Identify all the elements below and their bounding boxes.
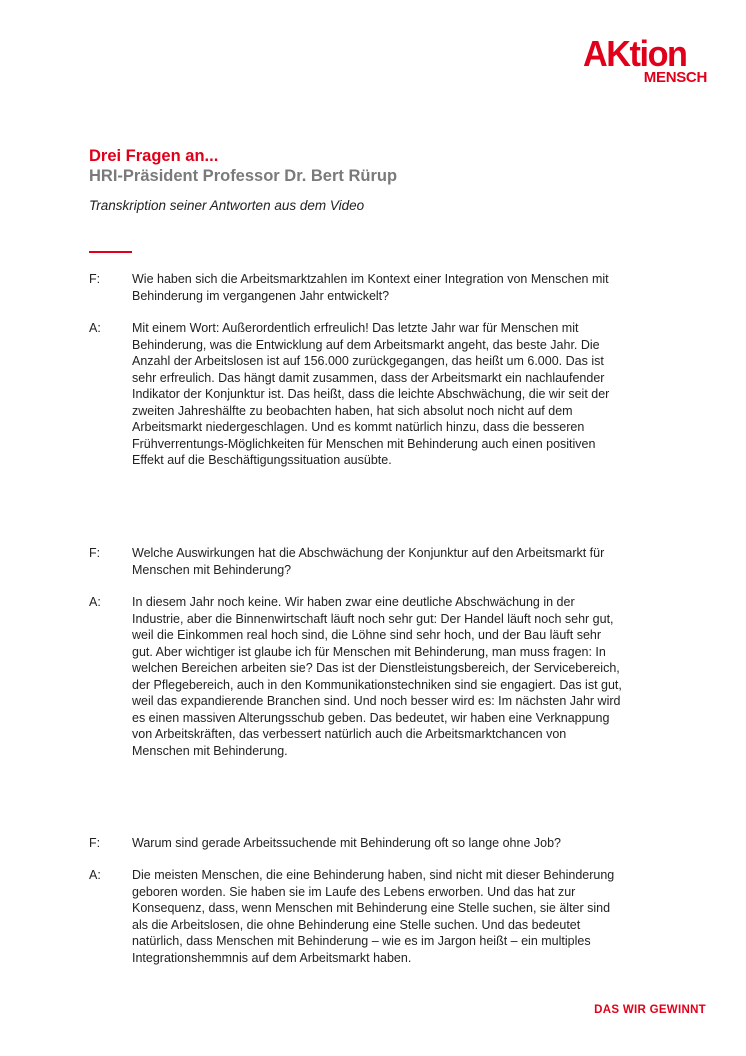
page-subtitle: HRI-Präsident Professor Dr. Bert Rürup	[89, 167, 398, 185]
question-label: F:	[89, 546, 101, 560]
question-text: Warum sind gerade Arbeitssuchende mit Behinderung oft so lange ohne Job?	[132, 836, 561, 850]
answer-label: A:	[89, 868, 101, 882]
page-title: Drei Fragen an...	[89, 147, 219, 165]
answer-1	[89, 320, 649, 469]
question-3	[89, 835, 649, 852]
logo-wordmark-bottom: MENSCH	[643, 69, 707, 86]
question-label: F:	[89, 836, 101, 850]
question-2	[89, 545, 649, 578]
footer-slogan: DAS WIR GEWINNT	[594, 1004, 706, 1016]
logo-wordmark-top: AKtion	[583, 33, 687, 74]
aktion-mensch-logo	[583, 33, 713, 92]
answer-text: Mit einem Wort: Außerordentlich erfreulich! Das letzte Jahr war für Menschen mit Behinderung, was die Entwicklung auf dem Arbeitsmarkt angeht, das beste Jahr. Die Anzahl der Arbeitslosen ist auf 156.000 zurückgegangen, das heißt um 6.000. Das ist sehr erfreulich. Das hängt damit zusammen, dass der Arbeitsmarkt ein nachlaufender Indikator der Konjunktur ist. Das heißt, dass die leichte Abschwächung, die wir seit der zweiten Jahreshälfte zu beobachten haben, hat sich absolut noch nicht auf dem Arbeitsmarkt niedergeschlagen. Und es kommt natürlich hinzu, dass die besseren Frühverrentungs-Möglichkeiten für Menschen mit Behinderung auch einen positiven Effekt auf die Beschäftigungssituation ausübte.	[132, 321, 610, 467]
red-divider	[89, 251, 132, 253]
answer-text: In diesem Jahr noch keine. Wir haben zwar eine deutliche Abschwächung in der Industrie, aber die Binnenwirtschaft läuft noch sehr gut: Der Handel läuft noch sehr gut, weil die Einkommen real hoch sind, die Löhne sind sehr hoch, und der Bau läuft sehr gut. Aber wichtiger ist glaube ich für Menschen mit Behinderung, man muss fragen: In welchen Bereichen arbeiten sie? Das ist der Dienstleistungsbereich, der Servicebereich, der Pflegebereich, auch in den Kommunikationstechniken sind sie engagiert. Das ist gut, weil das expandierende Branchen sind. Und noch besser wird es: Im nächsten Jahr wird es einen massiven Alterungsschub geben. Das bedeutet, wir haben eine Verknappung von Arbeitskräften, das verbessert natürlich auch die Arbeitsmarktchancen von Menschen mit Behinderung.	[132, 595, 622, 758]
answer-2	[89, 594, 649, 759]
question-label: F:	[89, 272, 101, 286]
question-text: Welche Auswirkungen hat die Abschwächung der Konjunktur auf den Arbeitsmarkt für Menschen mit Behinderung?	[132, 546, 605, 577]
answer-label: A:	[89, 595, 101, 609]
question-1	[89, 271, 649, 304]
answer-3	[89, 867, 649, 966]
transcription-note: Transkription seiner Antworten aus dem Video	[89, 198, 365, 213]
answer-label: A:	[89, 321, 101, 335]
answer-text: Die meisten Menschen, die eine Behinderung haben, sind nicht mit dieser Behinderung geboren worden. Sie haben sie im Laufe des Lebens erworben. Und das hat zur Konsequenz, dass, wenn Menschen mit Behinderung eine Stelle suchen, sie älter sind als die Arbeitslosen, die ohne Behinderung eine Stelle suchen. Und das bedeutet natürlich, dass Menschen mit Behinderung – wie es im Jargon heißt – ein multiples Integrationshemmnis auf dem Arbeitsmarkt haben.	[132, 868, 615, 965]
question-text: Wie haben sich die Arbeitsmarktzahlen im Kontext einer Integration von Menschen mit Behinderung im vergangenen Jahr entwickelt?	[132, 272, 609, 303]
